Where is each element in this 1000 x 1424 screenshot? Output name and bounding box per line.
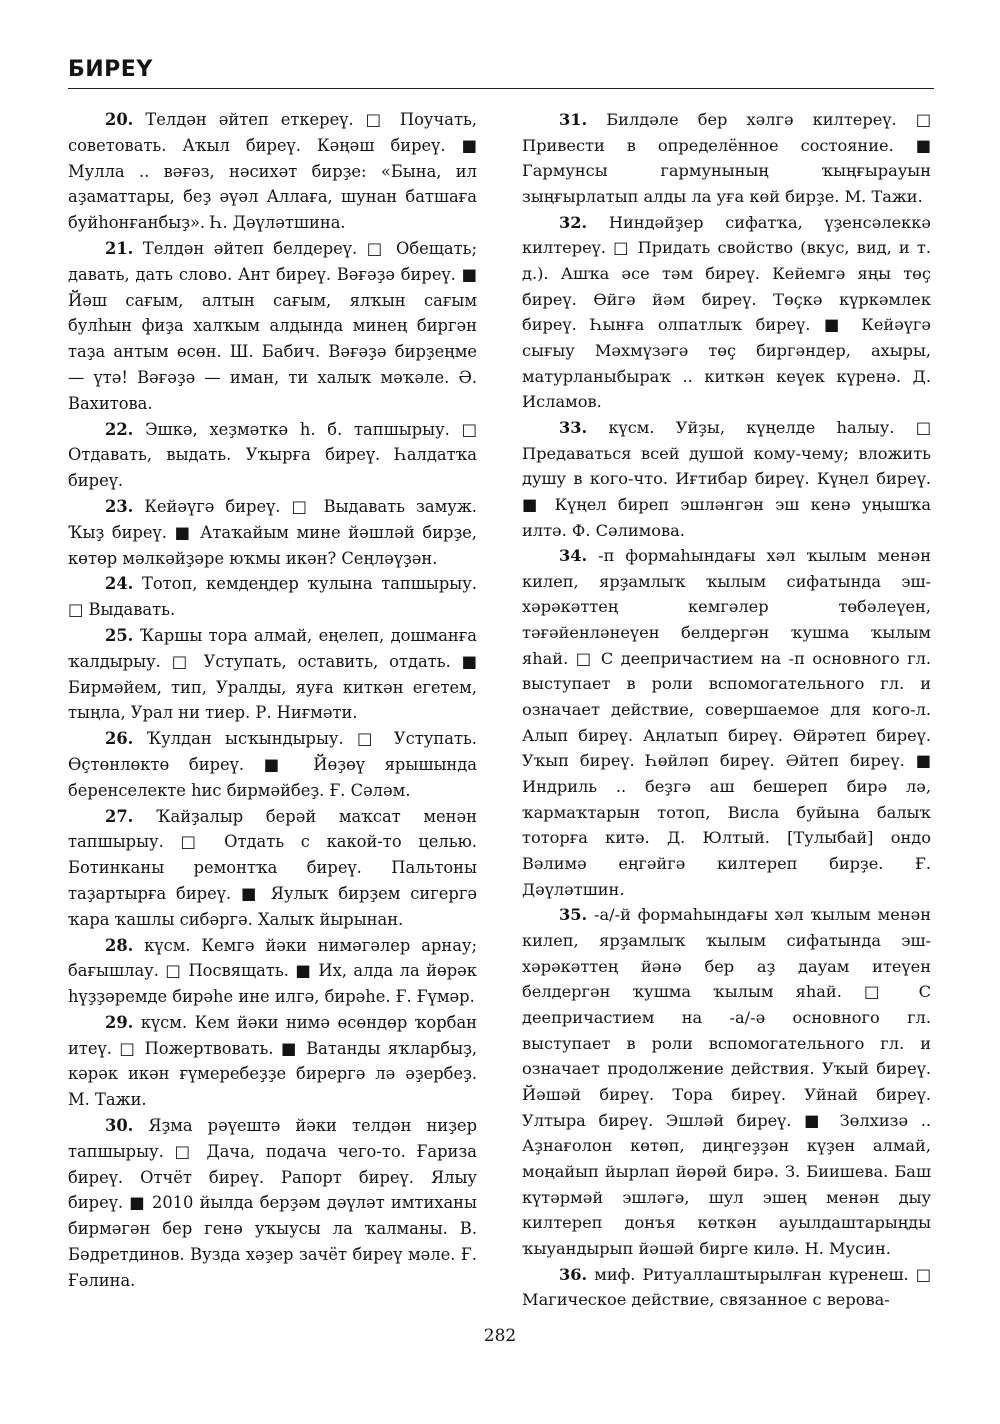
entry-text: Эшкә, хеҙмәткә һ. б. тапшырыу. □ Отдавать, выдать. Уҡырға биреү. Һалдатҡа биреү.: [68, 419, 477, 491]
entry-text: Ҡаршы тора алмай, еңелеп, дошманға ҡалдырыу. □ Уступать, оставить, отдать. ■ Бирмәйем, тип, Уралды, яуға киткән егетем, тыңла, Урал ни тиер. Р. Ниғмәти.: [68, 625, 477, 723]
entry-text: Ҡулдан ысҡындырыу. □ Уступать. Өҫтөнлөктө биреү. ■ Йөҙөү ярышында беренселекте һис бирмәйбеҙ. Ғ. Сәләм.: [68, 729, 477, 800]
entry-number: 31.: [559, 110, 588, 129]
entry-35: [522, 902, 931, 1261]
entry-22: [68, 417, 477, 494]
entry-34: [522, 543, 931, 902]
entry-28: [68, 933, 477, 1010]
entry-number: 24.: [105, 574, 134, 594]
entry-number: 27.: [105, 806, 134, 826]
entry-26: [68, 726, 477, 803]
entry-number: 32.: [559, 212, 588, 232]
right-column: [522, 107, 931, 1313]
entry-36: [522, 1262, 931, 1313]
header-title: БИРЕҮ: [68, 57, 153, 82]
entry-number: 30.: [105, 1116, 134, 1136]
left-column: [68, 107, 477, 1294]
entry-text: Телдән әйтеп белдереү. □ Обещать; давать, дать слово. Ант биреү. Вәғәҙә биреү. ■ Йәш сағым, алтын сағым, ялҡын сағым булһын фиҙа халҡым алдында минең биргән таҙа антым өсөн. Ш. Бабич. Вәғәҙә бирҙеңме — үтә! Вәғәҙә — иман, ти халыҡ мәҡәле. Ә. Вахитова.: [68, 238, 477, 413]
entry-number: 28.: [105, 935, 134, 955]
entry-number: 33.: [559, 417, 588, 437]
page-number: 282: [483, 1326, 517, 1346]
entry-text: Кейәүгә биреү. □ Выдавать замуж. Ҡыҙ биреү. ■ Атаҡайым мине йәшләй бирҙе, көтөр мәлкәйҙәре юҡмы икән? Сеңләүҙән.: [68, 496, 477, 568]
entry-29: [68, 1010, 477, 1113]
entry-text: Телдән әйтеп еткереү. □ Поучать, советовать. Аҡыл биреү. Кәңәш биреү. ■ Мулла .. вәғәз, нәсихәт бирҙе: «Бына, ил аҙаматтары, беҙ әүәл Аллаға, шунан батшаға буйһонғанбыҙ». Һ. Дәүләтшина.: [68, 110, 477, 233]
running-header: [68, 56, 932, 84]
entry-text: Яҙма рәүештә йәки телдән ниҙер тапшырыу. □ Дача, подача чего-то. Ғариза биреү. Отчёт биреү. Рапорт биреү. Ялыу биреү. ■ 2010 йылда берҙәм дәүләт имтиханы бирмәгән бер генә уҡыусы ла ҡалманы. В. Бәдретдинов. Вузда хәҙер зачёт биреү мәле. Ғ. Ғәлина.: [68, 1116, 477, 1290]
entry-32: [522, 210, 931, 415]
entry-text: -а/-й формаһындағы хәл ҡылым менән килеп, ярҙамлыҡ ҡылым сифатында эш-хәрәкәттең йәнә бер аҙ дауам итеүен белдергән ҡушма ҡылым яһай. □ С деепричастием на -а/-ә основного гл. выступает в роли вспомогательного гл. и означает продолжение действия. Уҡый биреү. Йәшәй биреү. Тора биреү. Уйнай биреү. Ултыра биреү. Эшләй биреү. ■ Зөлхизә .. Аҙнағолон көтөп, диңгеҙҙән күҙен алмай, моңайып йырлап йөрөй бирә. З. Биишева. Баш күтәрмәй эшләгә, шул эшең менән дыу килтереп донъя көткән ауылдаштарыңды ҡыуандырып йәшәй бирге килә. Н. Мусин.: [522, 905, 931, 1258]
entry-25: [68, 623, 477, 726]
entry-number: 22.: [105, 419, 134, 439]
entry-number: 20.: [105, 110, 134, 129]
entry-text: күсм. Уйҙы, күңелде һалыу. □ Предаваться всей душой кому-чему; вложить душу в кого-что. Иғтибар биреү. Күңел биреү. ■ Күңел биреп эшләнгән эш кенә уңышҡа илтә. Ф. Сәлимова.: [522, 417, 931, 540]
entry-number: 36.: [559, 1264, 588, 1284]
entry-text: миф. Ритуаллаштырылған күренеш. □ Магическое действие, связанное с верова-: [522, 1264, 931, 1310]
header-rule: [68, 88, 934, 89]
entry-21: [68, 236, 477, 417]
entry-24: [68, 571, 477, 623]
entry-text: Тотоп, кемдеңдер ҡулына тапшырыу. □ Выдавать.: [68, 574, 477, 620]
entry-number: 35.: [559, 905, 588, 925]
entry-number: 23.: [105, 496, 134, 516]
entry-31: [522, 107, 931, 210]
entry-text: Ҡайҙалыр берәй маҡсат менән тапшырыу. □ Отдать с какой-то целью. Ботинканы ремонтҡа биреү. Пальтоны таҙартырға биреү. ■ Яулыҡ бирҙем сигергә ҡара ҡашлы сибәргә. Халыҡ йырынан.: [68, 806, 477, 929]
entry-text: -п формаһындағы хәл ҡылым менән килеп, ярҙамлыҡ ҡылым сифатында эш-хәрәкәттең кемгәлер төбәлеүен, тәғәйенләнеүен белдергән ҡушма ҡылым яһай. □ С деепричастием на -п основного гл. выступает в роли вспомогательного гл. и означает действие, совершаемое для кого-л. Алып биреү. Аңлатып биреү. Өйрәтеп биреү. Уҡып биреү. Һөйләп биреү. Әйтеп биреү. ■ Индриль .. беҙгә аш бешереп бирә лә, ҡармаҡтарын тотоп, Висла буйына балыҡ тоторға китә. Д. Юлтый. [Тулыбай] ондо Вәлимә еңгәйгә килтереп бирҙе. Ғ. Дәүләтшин.: [522, 546, 931, 899]
entry-number: 21.: [105, 238, 134, 258]
entry-number: 34.: [559, 546, 588, 566]
entry-text: Ниндәйҙер сифатҡа, үҙенсәлеккә килтереү. □ Придать свойство (вкус, вид, и т. д.). Ашҡа әсе тәм биреү. Кейемгә яңы төҫ биреү. Өйгә йәм биреү. Төҫкә күркәмлек биреү. Һынға олпатлыҡ биреү. ■ Кейәүгә сығыу Мәхмүзәгә төҫ биргәндер, ахыры, матурланыбыраҡ .. киткән кеүек күренә. Д. Исламов.: [522, 212, 931, 412]
entry-number: 26.: [105, 729, 134, 749]
entry-number: 29.: [105, 1012, 134, 1032]
entry-30: [68, 1113, 477, 1294]
entry-number: 25.: [105, 625, 134, 645]
entry-20: [68, 107, 477, 236]
entry-27: [68, 804, 477, 933]
entry-33: [522, 415, 931, 543]
entry-23: [68, 494, 477, 571]
entry-text: күсм. Кем йәки нимә өсөндөр ҡорбан итеү. □ Пожертвовать. ■ Ватанды яҡларбыҙ, кәрәк икән ғүмеребеҙҙе бирергә лә әҙербеҙ. М. Тажи.: [68, 1012, 477, 1110]
entry-text: Билдәле бер хәлгә килтереү. □ Привести в определённое состояние. ■ Гармунсы гармунының ҡыңғырауын зыңғырлатып алды ла уға көй бирҙе. М. Тажи.: [522, 110, 931, 206]
entry-text: күсм. Кемгә йәки нимәгәлер арнау; бағышлау. □ Посвящать. ■ Их, алда ла йөрәк һүҙҙәремде бирәһе ине илгә, бирәһе. Ғ. Ғүмәр.: [68, 935, 477, 1007]
